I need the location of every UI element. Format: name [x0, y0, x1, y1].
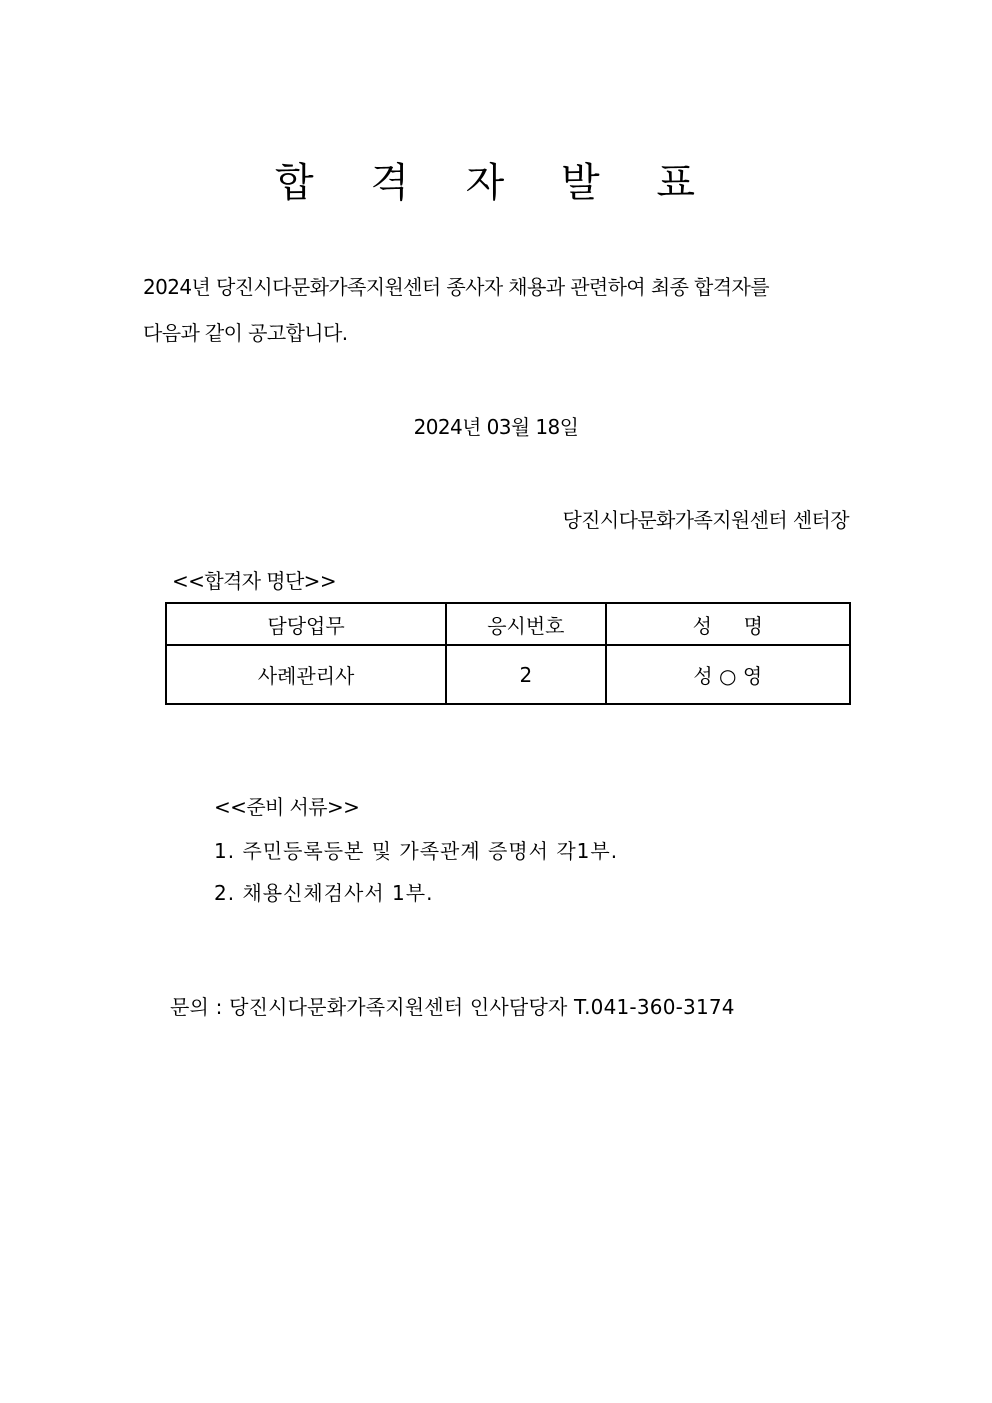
- passer-table: [165, 602, 851, 705]
- required-document-item: 1. 주민등록등본 및 가족관계 증명서 각1부.: [214, 839, 619, 863]
- announcement-date: 2024년 03월 18일: [413, 415, 579, 439]
- cell-name: 성 ○ 영: [606, 645, 850, 704]
- signatory: 당진시다문화가족지원센터 센터장: [562, 508, 849, 532]
- cell-duty: 사례관리사: [166, 645, 446, 704]
- header-duty: 담당업무: [166, 603, 446, 645]
- intro-line-1: 2024년 당진시다문화가족지원센터 종사자 채용과 관련하여 최종 합격자를: [143, 275, 769, 299]
- required-document-item: 2. 채용신체검사서 1부.: [214, 881, 434, 905]
- header-exam-number: 응시번호: [446, 603, 606, 645]
- passer-list-title: <<합격자 명단>>: [172, 569, 336, 593]
- table-header-row: [166, 603, 850, 645]
- required-documents-title: <<준비 서류>>: [214, 795, 360, 819]
- cell-exam-number: 2: [446, 645, 606, 704]
- header-name: 성 명: [606, 603, 850, 645]
- table-row: [166, 645, 850, 704]
- intro-line-2: 다음과 같이 공고합니다.: [143, 321, 348, 345]
- contact-info: 문의 : 당진시다문화가족지원센터 인사담당자 T.041-360-3174: [170, 995, 735, 1019]
- page-title: 합 격 자 발 표: [274, 160, 718, 206]
